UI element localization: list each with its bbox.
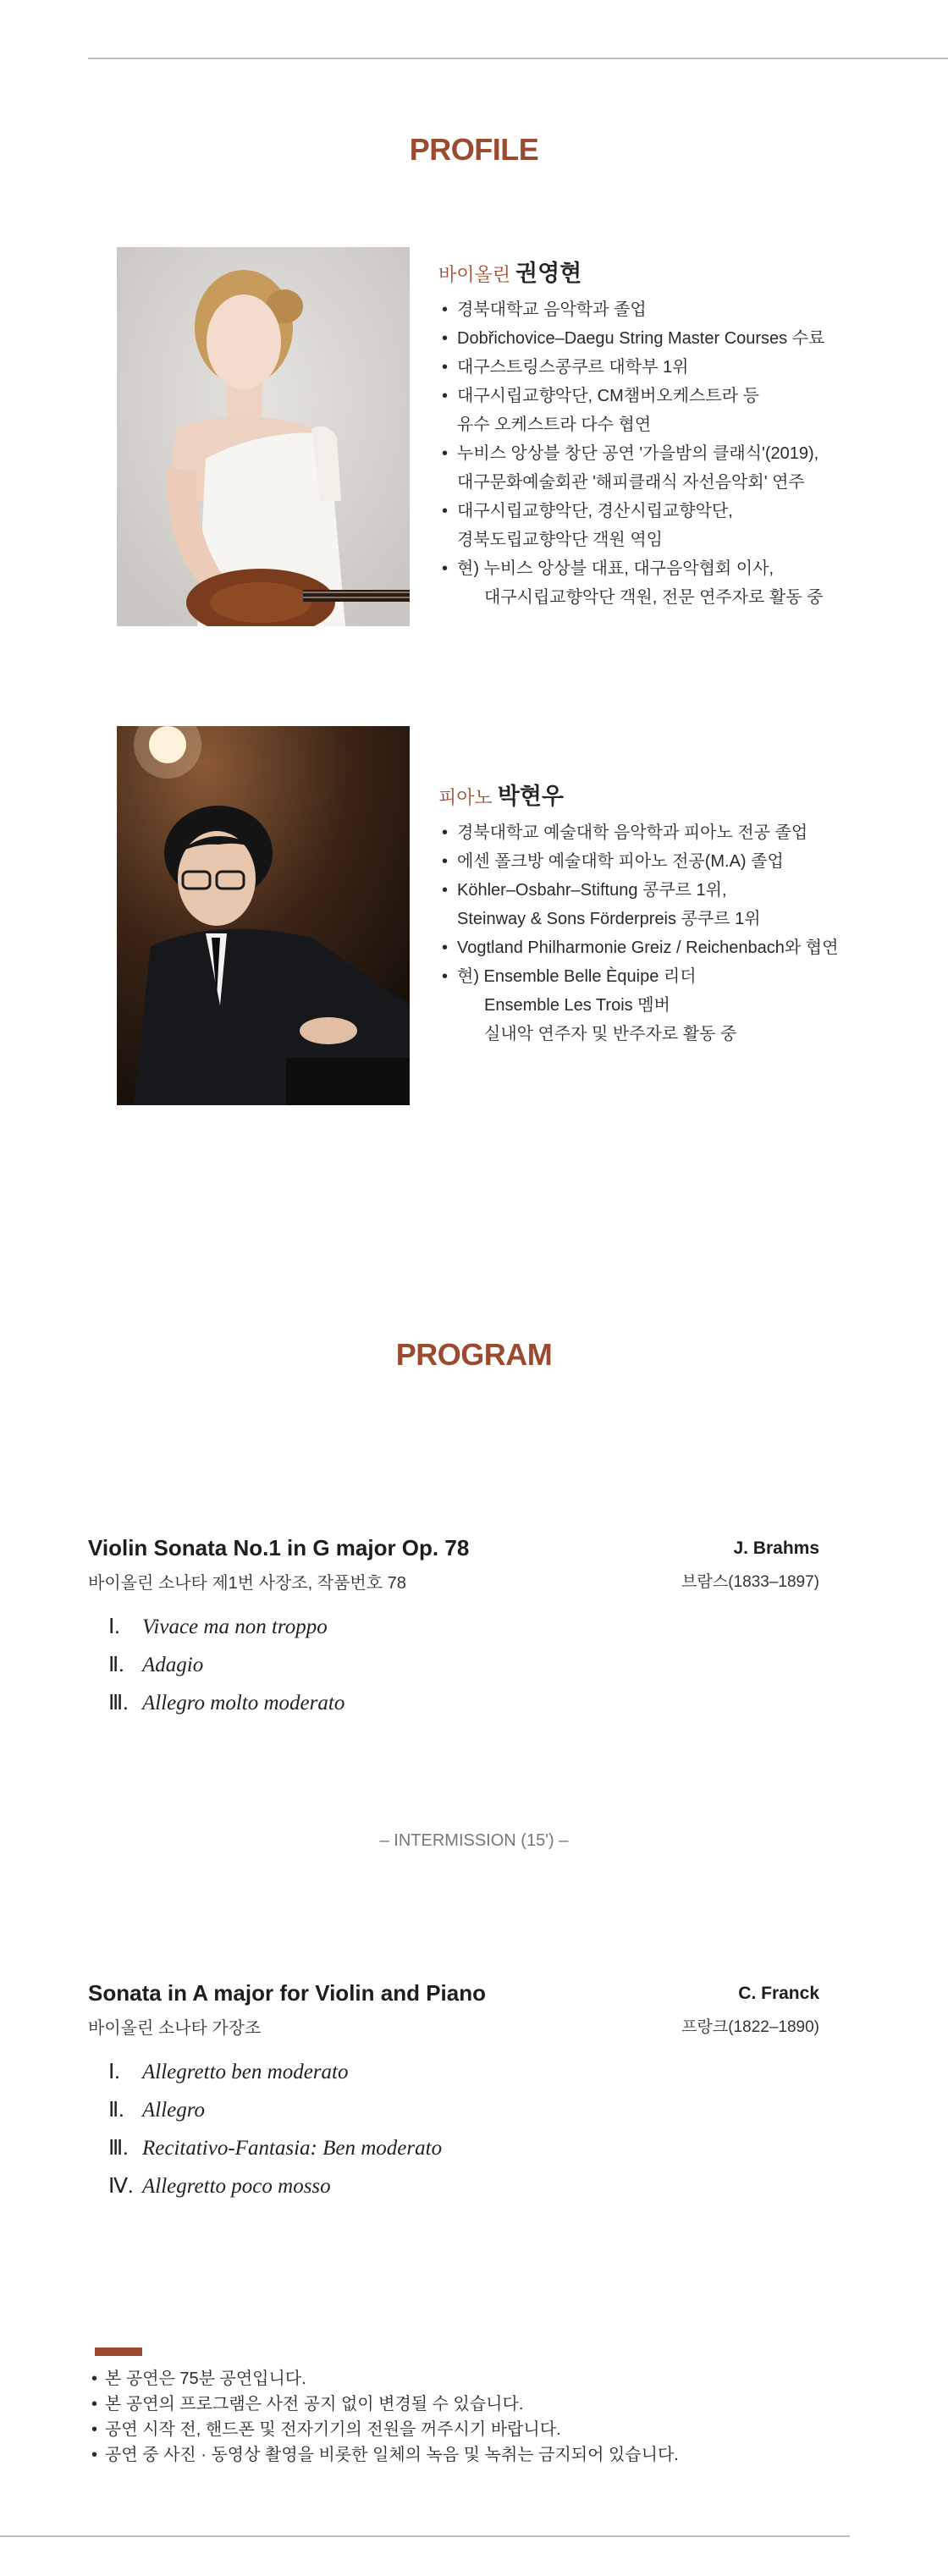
movement-number: Ⅰ.: [108, 2061, 120, 2083]
bio-list: [438, 818, 912, 1049]
work-subtitle: 바이올린 소나타 제1번 사장조, 작품번호 78: [88, 1574, 406, 1593]
notes-accent-bar: [95, 2348, 142, 2356]
work-title: Violin Sonata No.1 in G major Op. 78: [88, 1535, 470, 1560]
bio-item: [438, 554, 912, 612]
artist-name: 권영현: [515, 261, 582, 286]
bio-line: • 대구시립교향악단, CM챔버오케스트라 등: [457, 387, 759, 405]
bio-line: • 누비스 앙상블 창단 공연 '가을밤의 클래식'(2019),: [457, 444, 819, 463]
movement-list: [88, 2053, 819, 2205]
movement-item: [108, 1646, 819, 1684]
bio-item: [438, 353, 912, 382]
bio-line: • Köhler–Osbahr–Stiftung 콩쿠르 1위,: [457, 881, 727, 900]
composer-name: J. Brahms: [733, 1538, 819, 1558]
bio-line: • 대구스트링스콩쿠르 대학부 1위: [457, 358, 689, 377]
bottom-divider: [0, 2535, 850, 2537]
violinist-photo: [117, 247, 410, 626]
movement-item: [108, 2091, 819, 2129]
bio-line: • 경북대학교 예술대학 음악학과 피아노 전공 졸업: [457, 823, 808, 842]
program-work: [88, 1535, 819, 1722]
movement-item: [108, 2129, 819, 2167]
bio-line: 유수 오케스트라 다수 협연: [457, 416, 652, 434]
bio-line: Steinway & Sons Förderpreis 콩쿠르 1위: [457, 910, 761, 928]
bio-line: • Dobřichovice–Daegu String Master Courses 수료: [457, 329, 825, 348]
movement-name: Allegro: [142, 2099, 206, 2122]
pianist-photo: [117, 726, 410, 1105]
movement-number: Ⅲ.: [108, 1692, 129, 1715]
violinist-bio: [438, 259, 912, 612]
movement-number: Ⅱ.: [108, 2099, 124, 2122]
notice-item: • 본 공연은 75분 공연입니다.: [91, 2366, 853, 2392]
bio-line: • Vogtland Philharmonie Greiz / Reichenbach와 협연: [457, 938, 839, 957]
instrument-label: 바이올린: [438, 264, 511, 285]
bio-item: [438, 876, 912, 933]
bio-item: [438, 818, 912, 847]
bio-line: • 현) 누비스 앙상블 대표, 대구음악협회 이사,: [457, 559, 774, 578]
instrument-label: 피아노: [438, 787, 493, 808]
notice-item: • 공연 중 사진 · 동영상 촬영을 비롯한 일체의 녹음 및 녹취는 금지되어 있습니다.: [91, 2442, 853, 2468]
profile-heading: PROFILE: [409, 132, 539, 167]
bio-line: 대구시립교향악단 객원, 전문 연주자로 활동 중: [484, 588, 824, 607]
movement-list: [88, 1608, 819, 1722]
movement-name: Allegretto poco mosso: [142, 2175, 331, 2198]
movement-name: Recitativo-Fantasia: Ben moderato: [142, 2137, 443, 2160]
bio-item: [438, 382, 912, 439]
bio-item: [438, 962, 912, 1049]
bio-line: 실내악 연주자 및 반주자로 활동 중: [484, 1025, 737, 1043]
bio-item: [438, 933, 912, 962]
bio-item: [438, 324, 912, 353]
bio-item: [438, 497, 912, 554]
composer-dates: 브람스(1833–1897): [681, 1573, 819, 1591]
bio-line: 대구문화예술회관 '해피클래식 자선음악회' 연주: [457, 473, 805, 492]
bio-item: [438, 439, 912, 497]
program-work: [88, 1980, 819, 2205]
intermission-label: – INTERMISSION (15') –: [379, 1831, 569, 1850]
movement-number: Ⅳ.: [108, 2175, 134, 2198]
violinist-heading: [438, 259, 912, 290]
bio-line: • 경북대학교 음악학과 졸업: [457, 300, 647, 319]
movement-name: Allegro molto moderato: [142, 1692, 345, 1715]
artist-name: 박현우: [497, 784, 565, 809]
movement-number: Ⅲ.: [108, 2137, 129, 2160]
movement-name: Adagio: [142, 1654, 204, 1676]
work-title: Sonata in A major for Violin and Piano: [88, 1980, 486, 2006]
bio-line: • 대구시립교향악단, 경산시립교향악단,: [457, 502, 733, 520]
pianist-heading: [438, 782, 912, 813]
notice-item: • 공연 시작 전, 핸드폰 및 전자기기의 전원을 꺼주시기 바랍니다.: [91, 2417, 853, 2442]
movement-item: [108, 1608, 819, 1646]
pianist-bio: [438, 782, 912, 1049]
movement-item: [108, 2053, 819, 2091]
movement-item: [108, 1684, 819, 1722]
top-divider: [88, 58, 948, 59]
bio-line: 경북도립교향악단 객원 역임: [457, 531, 663, 549]
bio-item: [438, 847, 912, 876]
composer-name: C. Franck: [738, 1984, 819, 2003]
notice-item: • 본 공연의 프로그램은 사전 공지 없이 변경될 수 있습니다.: [91, 2392, 853, 2417]
bio-item: [438, 295, 912, 324]
movement-number: Ⅰ.: [108, 1616, 120, 1638]
bio-line: • 에센 폴크방 예술대학 피아노 전공(M.A) 졸업: [457, 852, 784, 871]
movement-name: Allegretto ben moderato: [142, 2061, 349, 2083]
movement-number: Ⅱ.: [108, 1654, 124, 1676]
notice-list: [91, 2366, 853, 2468]
movement-name: Vivace ma non troppo: [142, 1616, 328, 1638]
bio-line: Ensemble Les Trois 멤버: [484, 996, 670, 1015]
work-subtitle: 바이올린 소나타 가장조: [88, 2019, 262, 2038]
bio-list: [438, 295, 912, 612]
program-heading: PROGRAM: [395, 1337, 553, 1372]
composer-dates: 프랑크(1822–1890): [681, 2018, 819, 2036]
movement-item: [108, 2167, 819, 2205]
bio-line: • 현) Ensemble Belle Èquipe 리더: [457, 967, 697, 986]
